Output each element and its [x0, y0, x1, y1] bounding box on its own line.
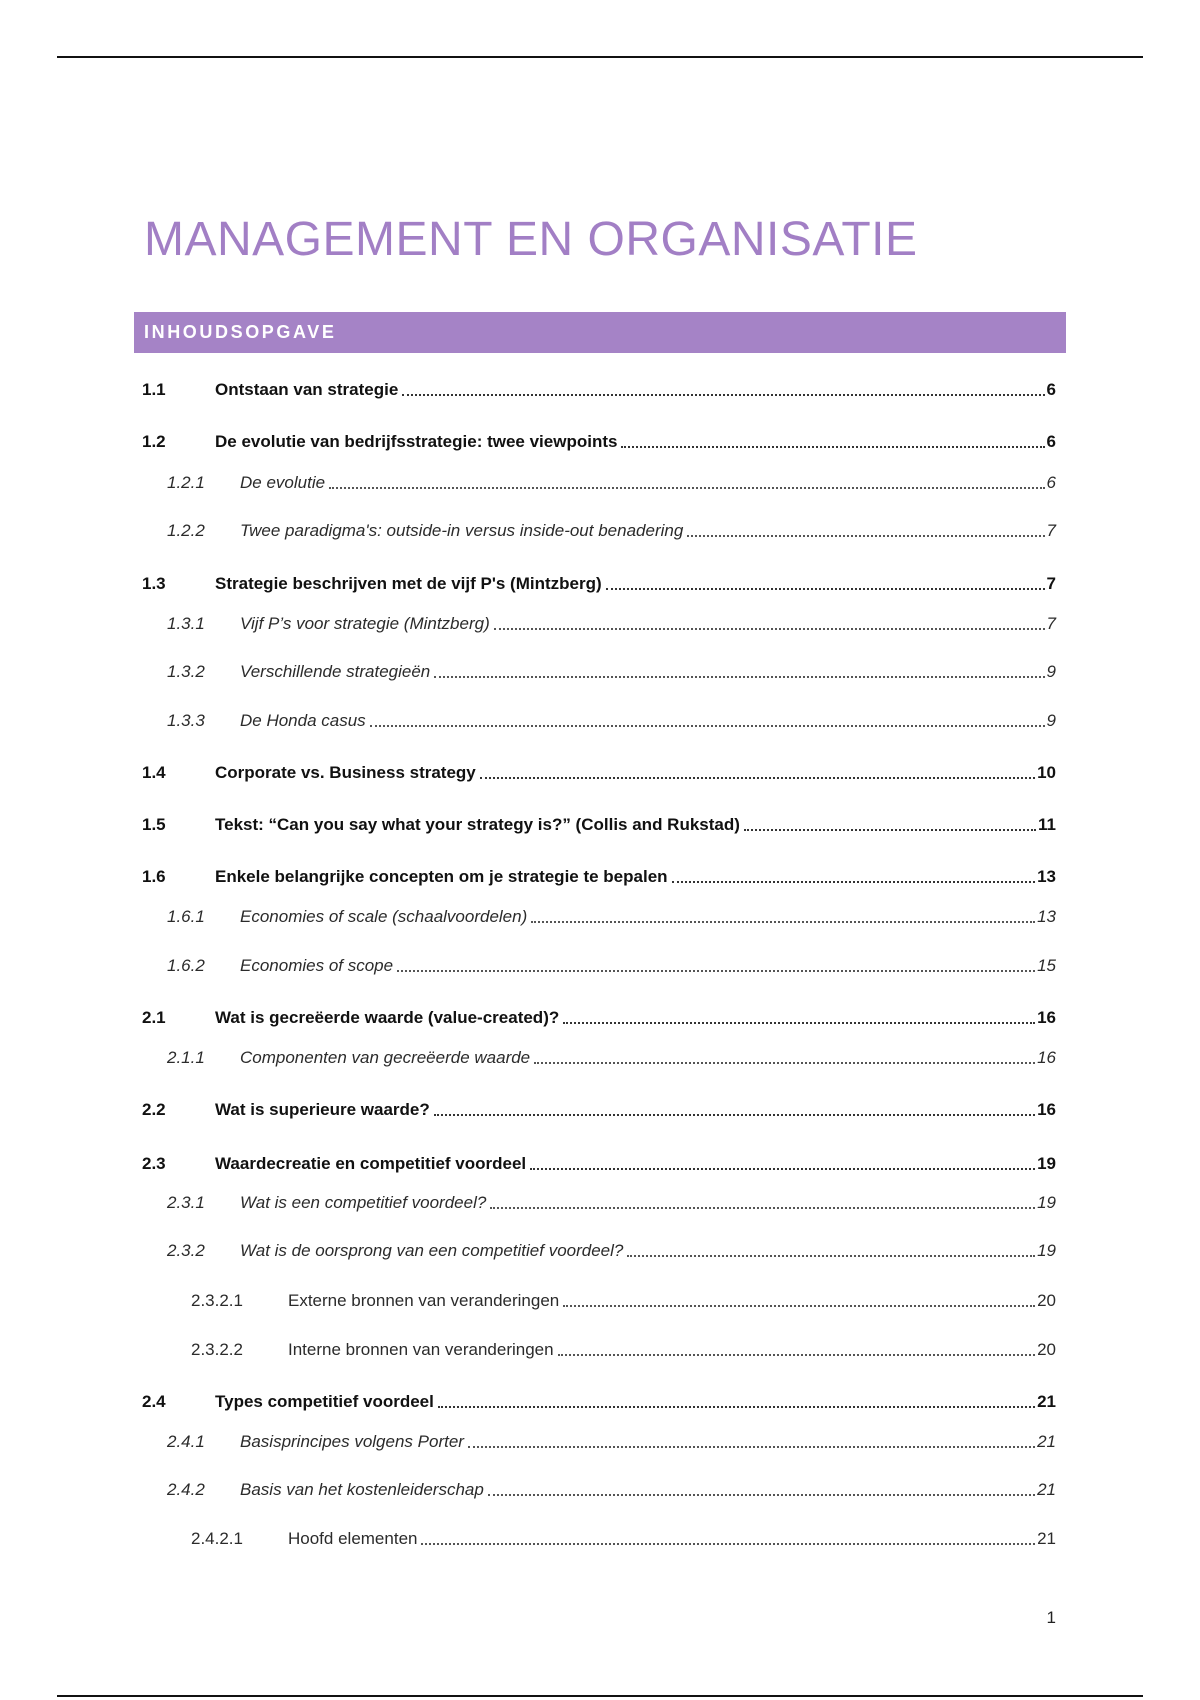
- toc-dot-leader: [397, 970, 1035, 972]
- toc-entry-title: Hoofd elementen: [288, 1529, 418, 1548]
- toc-entry-number: 1.3.3: [167, 711, 205, 730]
- toc-dot-leader: [434, 676, 1044, 678]
- toc-entry-title: Componenten van gecreëerde waarde: [240, 1048, 531, 1067]
- toc-dot-leader: [329, 487, 1044, 489]
- toc-entry-title: Economies of scale (schaalvoordelen): [240, 907, 528, 926]
- toc-entry-title: Ontstaan van strategie: [215, 380, 399, 399]
- toc-entry[interactable]: [167, 1042, 1056, 1068]
- toc-entry-title: Wat is de oorsprong van een competitief voordeel?: [240, 1241, 624, 1260]
- toc-entry-title: De evolutie van bedrijfsstrategie: twee viewpoints: [215, 432, 618, 451]
- toc-entry-page: 21: [1037, 1529, 1056, 1548]
- toc-entry-title: Strategie beschrijven met de vijf P's (Mintzberg): [215, 574, 602, 593]
- toc-entry[interactable]: [167, 1235, 1056, 1261]
- toc-entry-number: 1.2.2: [167, 521, 205, 540]
- toc-dot-leader: [558, 1354, 1035, 1356]
- toc-entry[interactable]: [142, 1148, 1056, 1174]
- toc-entry-title: Economies of scope: [240, 956, 394, 975]
- toc-entry[interactable]: [167, 950, 1056, 976]
- toc-entry-number: 1.3.1: [167, 614, 205, 633]
- toc-dot-leader: [402, 394, 1044, 396]
- toc-entry-page: 6: [1046, 432, 1056, 451]
- toc-entry-title: Wat is gecreëerde waarde (value-created)?: [215, 1008, 560, 1027]
- toc-entry[interactable]: [191, 1334, 1056, 1360]
- toc-entry[interactable]: [142, 757, 1056, 783]
- toc-entry-number: 1.4: [142, 763, 166, 782]
- toc-entry-title: Tekst: “Can you say what your strategy is?” (Collis and Rukstad): [215, 815, 740, 834]
- toc-entry-title: Enkele belangrijke concepten om je strategie te bepalen: [215, 867, 668, 886]
- toc-entry-number: 1.3.2: [167, 662, 205, 681]
- toc-entry-number: 1.6.2: [167, 956, 205, 975]
- toc-entry-page: 7: [1046, 574, 1056, 593]
- toc-dot-leader: [627, 1255, 1035, 1257]
- toc-entry[interactable]: [167, 1187, 1056, 1213]
- toc-entry[interactable]: [167, 656, 1056, 682]
- toc-dot-leader: [563, 1022, 1035, 1024]
- toc-dot-leader: [468, 1446, 1035, 1448]
- toc-dot-leader: [534, 1062, 1035, 1064]
- toc-entry-page: 21: [1037, 1432, 1056, 1451]
- toc-entry[interactable]: [167, 705, 1056, 731]
- toc-entry-title: Corporate vs. Business strategy: [215, 763, 476, 782]
- toc-entry-title: Interne bronnen van veranderingen: [288, 1340, 554, 1359]
- toc-entry-page: 19: [1037, 1193, 1056, 1212]
- toc-entry-page: 16: [1037, 1008, 1056, 1027]
- toc-entry-number: 1.6.1: [167, 907, 205, 926]
- toc-entry-page: 19: [1037, 1241, 1056, 1260]
- toc-entry-number: 1.2: [142, 432, 166, 451]
- toc-entry-page: 6: [1046, 380, 1056, 399]
- toc-dot-leader: [488, 1494, 1035, 1496]
- toc-entry-number: 2.2: [142, 1100, 166, 1119]
- toc-entry-number: 1.2.1: [167, 473, 205, 492]
- toc-entry-page: 13: [1037, 907, 1056, 926]
- toc-entry-title: Verschillende strategieën: [240, 662, 431, 681]
- toc-entry-title: Types competitief voordeel: [215, 1392, 434, 1411]
- toc-entry-number: 2.3.1: [167, 1193, 205, 1212]
- toc-entry-page: 16: [1037, 1048, 1056, 1067]
- toc-entry-number: 2.4.2.1: [191, 1529, 243, 1548]
- toc-dot-leader: [480, 777, 1035, 779]
- toc-entry-page: 10: [1037, 763, 1056, 782]
- toc-dot-leader: [606, 588, 1045, 590]
- toc-entry-title: De Honda casus: [240, 711, 366, 730]
- toc-entry[interactable]: [167, 467, 1056, 493]
- toc-entry-page: 21: [1037, 1480, 1056, 1499]
- toc-entry[interactable]: [142, 861, 1056, 887]
- toc-entry-page: 7: [1046, 614, 1056, 633]
- toc-entry-page: 7: [1046, 521, 1056, 540]
- toc-entry[interactable]: [167, 515, 1056, 541]
- document-title: MANAGEMENT EN ORGANISATIE: [144, 213, 918, 266]
- toc-entry-number: 1.1: [142, 380, 166, 399]
- toc-dot-leader: [490, 1207, 1035, 1209]
- toc-dot-leader: [494, 628, 1045, 630]
- toc-entry[interactable]: [191, 1285, 1056, 1311]
- toc-entry-number: 2.3.2: [167, 1241, 205, 1260]
- toc-entry-number: 2.1.1: [167, 1048, 205, 1067]
- toc-entry-page: 16: [1037, 1100, 1056, 1119]
- toc-entry-title: Externe bronnen van veranderingen: [288, 1291, 560, 1310]
- toc-entry-page: 15: [1037, 956, 1056, 975]
- toc-heading: INHOUDSOPGAVE: [144, 322, 337, 342]
- toc-entry-number: 2.3.2.2: [191, 1340, 243, 1359]
- toc-entry[interactable]: [142, 809, 1056, 835]
- toc-dot-leader: [434, 1114, 1035, 1116]
- toc-entry-title: De evolutie: [240, 473, 326, 492]
- toc-dot-leader: [563, 1305, 1035, 1307]
- toc-dot-leader: [687, 535, 1044, 537]
- toc-entry-title: Wat is een competitief voordeel?: [240, 1193, 487, 1212]
- toc-entry-page: 13: [1037, 867, 1056, 886]
- toc-entry[interactable]: [142, 1002, 1056, 1028]
- toc-entry-number: 2.4: [142, 1392, 166, 1411]
- toc-entry[interactable]: [142, 426, 1056, 452]
- toc-entry-page: 6: [1046, 473, 1056, 492]
- toc-dot-leader: [530, 1168, 1035, 1170]
- toc-entry-page: 9: [1046, 711, 1056, 730]
- toc-entry-title: Basisprincipes volgens Porter: [240, 1432, 464, 1451]
- toc-entry[interactable]: [167, 608, 1056, 634]
- toc-entry-number: 1.5: [142, 815, 166, 834]
- toc-dot-leader: [421, 1543, 1035, 1545]
- toc-entry-page: 19: [1037, 1154, 1056, 1173]
- toc-entry[interactable]: [167, 901, 1056, 927]
- toc-entry[interactable]: [191, 1523, 1056, 1549]
- toc-dot-leader: [531, 921, 1035, 923]
- toc-entry[interactable]: [167, 1426, 1056, 1452]
- toc-entry-title: Wat is superieure waarde?: [215, 1100, 430, 1119]
- toc-entry-title: Basis van het kostenleiderschap: [240, 1480, 484, 1499]
- toc-entry-page: 20: [1037, 1291, 1056, 1310]
- toc-entry-number: 2.4.1: [167, 1432, 205, 1451]
- toc-entry-page: 11: [1038, 815, 1056, 834]
- toc-dot-leader: [672, 881, 1036, 883]
- toc-entry-number: 2.3: [142, 1154, 166, 1173]
- toc-entry-number: 2.4.2: [167, 1480, 205, 1499]
- toc-entry-number: 1.6: [142, 867, 166, 886]
- toc-dot-leader: [438, 1406, 1035, 1408]
- toc-entry[interactable]: [167, 1474, 1056, 1500]
- toc-dot-leader: [370, 725, 1045, 727]
- toc-dot-leader: [621, 446, 1044, 448]
- toc-entry[interactable]: [142, 1094, 1056, 1120]
- toc-entry-page: 21: [1037, 1392, 1056, 1411]
- toc-entry-number: 1.3: [142, 574, 166, 593]
- toc-entry-title: Twee paradigma's: outside-in versus inside-out benadering: [240, 521, 684, 540]
- toc-entry-title: Vijf P’s voor strategie (Mintzberg): [240, 614, 490, 633]
- toc-dot-leader: [744, 829, 1036, 831]
- toc-entry-number: 2.1: [142, 1008, 166, 1027]
- toc-entry-title: Waardecreatie en competitief voordeel: [215, 1154, 527, 1173]
- toc-entry-page: 9: [1046, 662, 1056, 681]
- toc-entry[interactable]: [142, 568, 1056, 594]
- toc-entry-page: 20: [1037, 1340, 1056, 1359]
- toc-entry[interactable]: [142, 1386, 1056, 1412]
- page-number: 1: [1046, 1608, 1056, 1627]
- toc-entry-number: 2.3.2.1: [191, 1291, 243, 1310]
- footer-rule: [57, 1695, 1143, 1697]
- toc-entry[interactable]: [142, 374, 1056, 400]
